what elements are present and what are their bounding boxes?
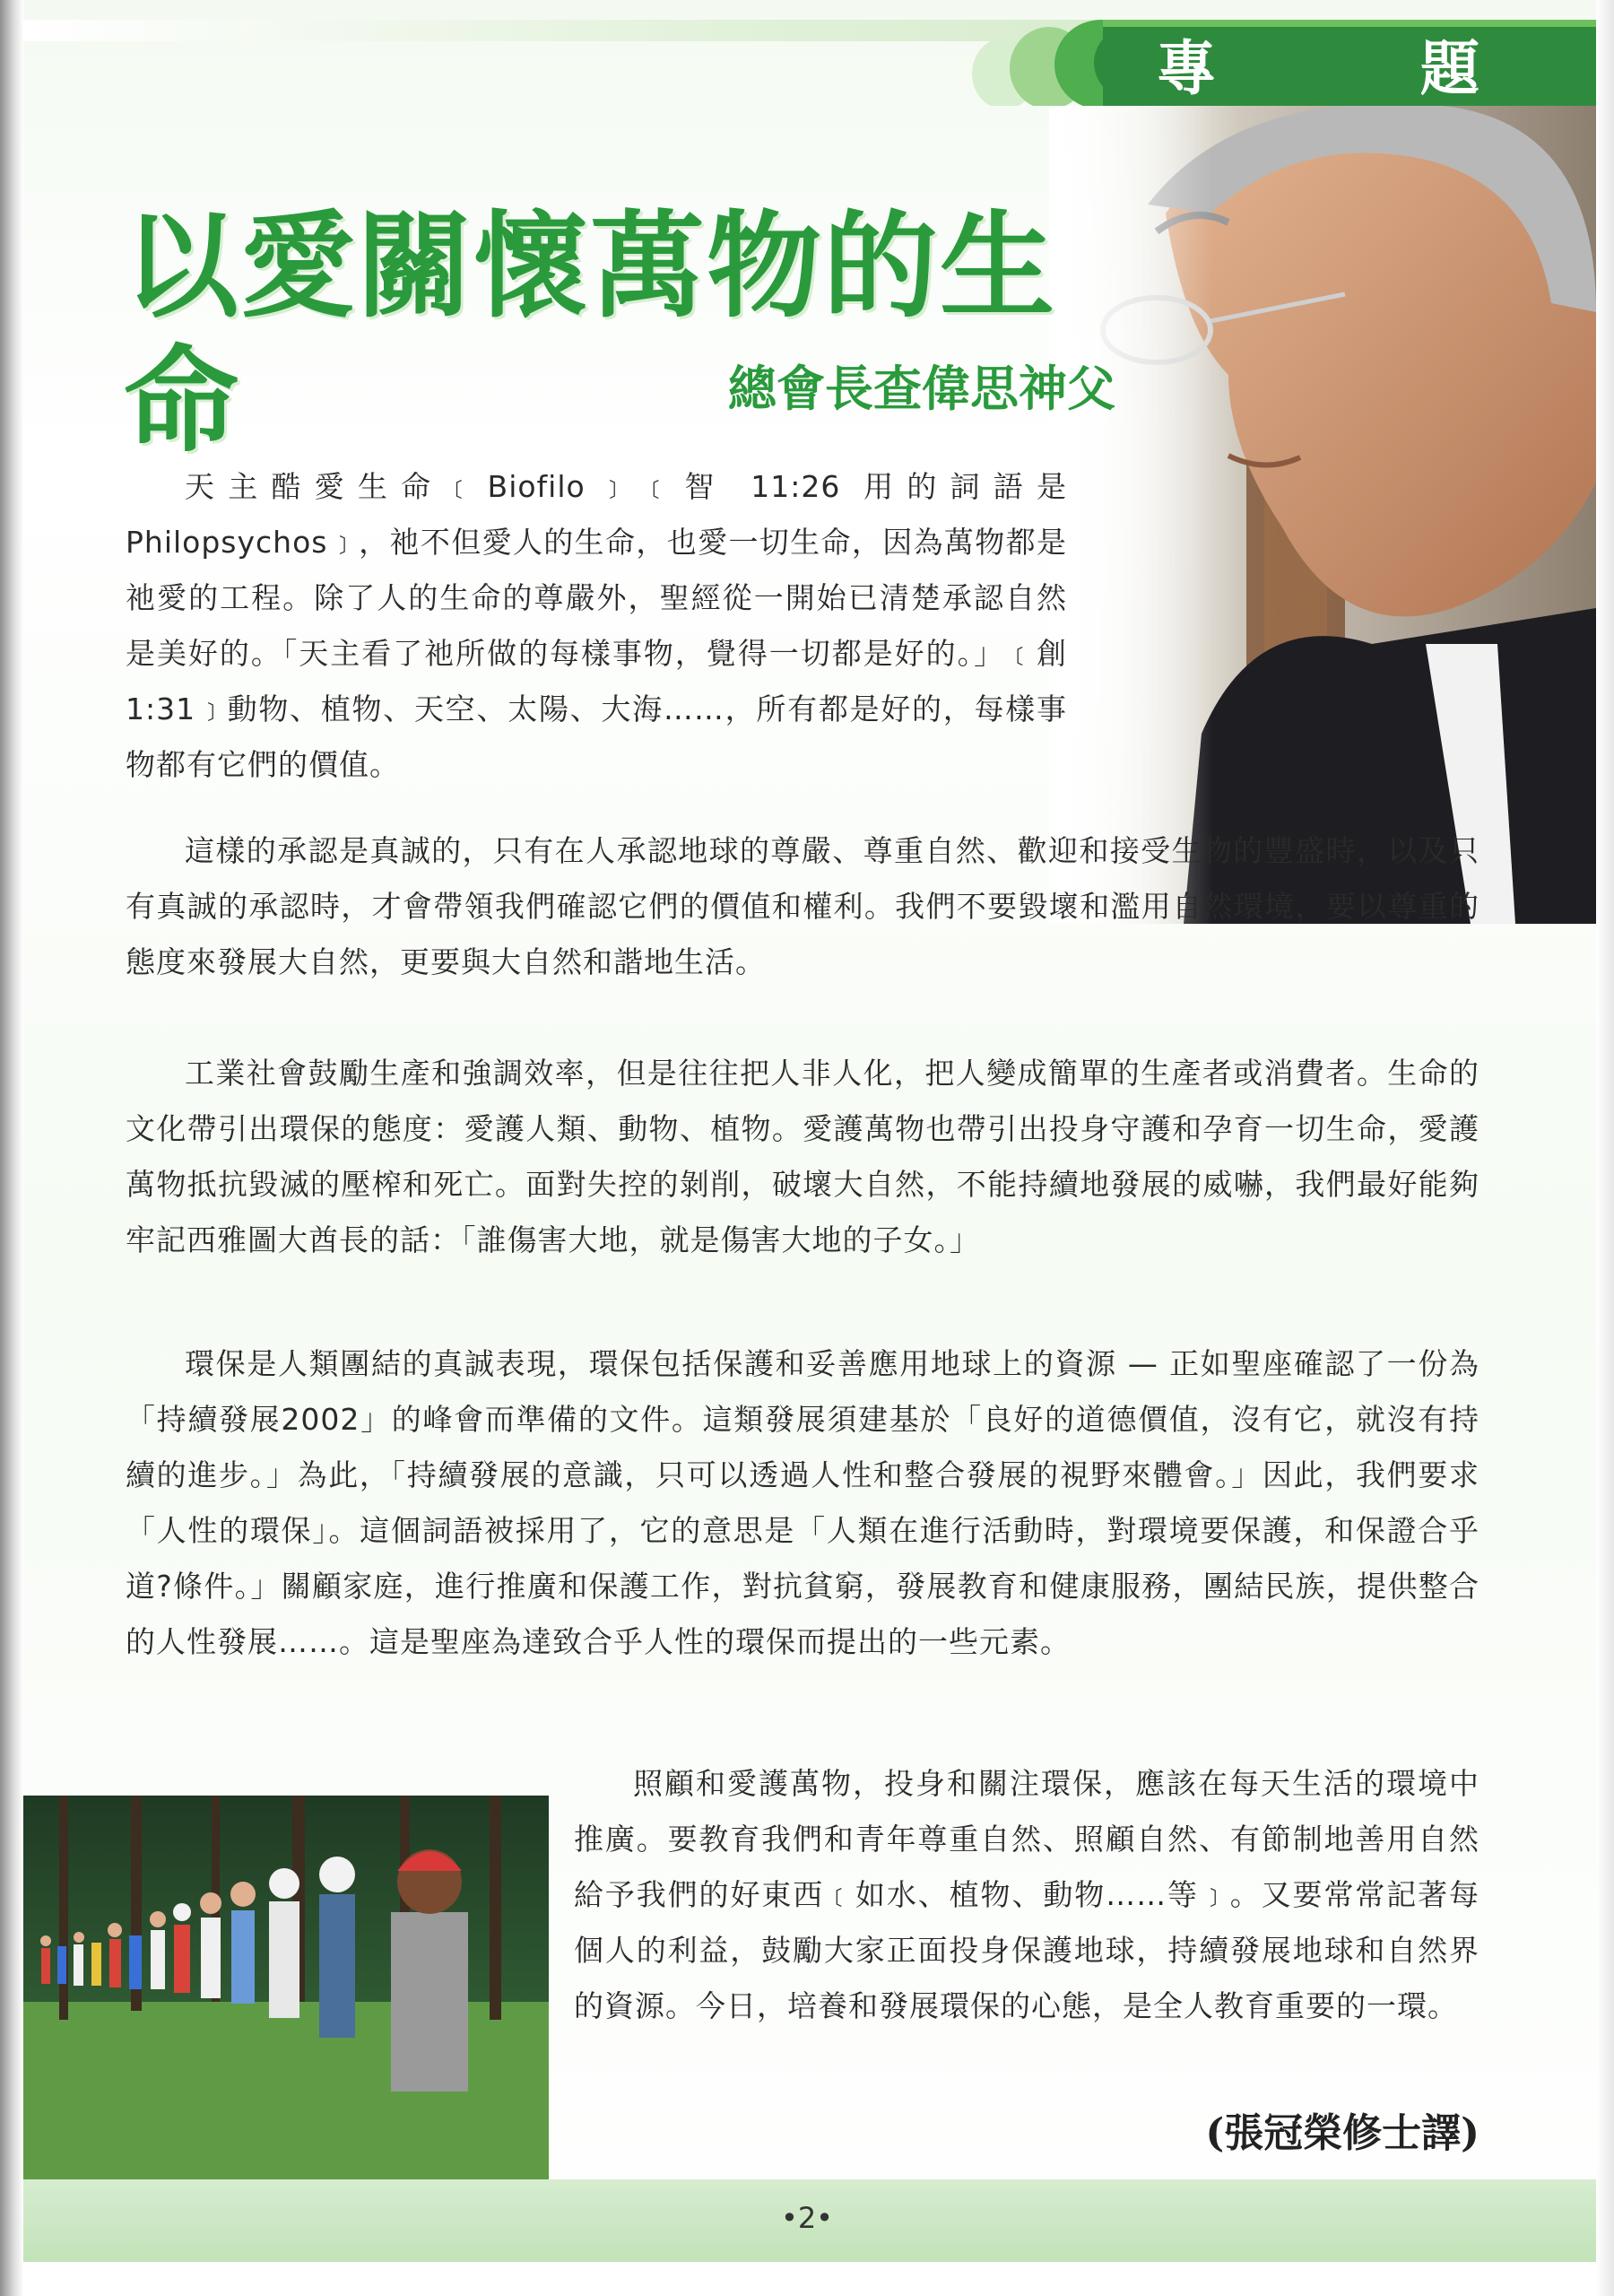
translator-credit: (張冠榮修士譯) [1205, 2110, 1480, 2156]
author-byline: 總會長查偉思神父 [728, 360, 1115, 417]
article-paragraph: 工業社會鼓勵生產和強調效率，但是往往把人非人化，把人變成簡單的生產者或消費者。生命的文化帶引出環保的態度：愛護人類、動物、植物。愛護萬物也帶引出投身守護和孕育一切生命，愛護萬物抵抗毀滅的壓榨和死亡。面對失控的剝削，破壞大自然，不能持續地發展的威嚇，我們最好能夠牢記西雅圖大酋長的話：「誰傷害大地，就是傷害大地的子女。」 [126, 1056, 1480, 1257]
section-label-char-1: 專 [1157, 32, 1216, 103]
article-title: 以愛關懷萬物的生命 [124, 199, 1057, 468]
article-paragraph: 天主酷愛生命﹝Biofilo﹞﹝智 11:26 用的詞語是 Philopsychos﹞，祂不但愛人的生命，也愛一切生命，因為萬物都是祂愛的工程。除了人的生命的尊嚴外，聖經從一開始已清楚承認自然是美好的。「天主看了祂所做的每樣事物，覺得一切都是好的。」﹝創 1:31﹞動物、植物、天空、太陽、大海……，所有都是好的，每樣事物都有它們的價值。 [126, 469, 1067, 782]
article-paragraph: 環保是人類團結的真誠表現，環保包括保護和妥善應用地球上的資源 — 正如聖座確認了一份為「持續發展2002」的峰會而準備的文件。這類發展須建基於「良好的道德價值，沒有它，就沒有持續的進步。」為此，「持續發展的意識，只可以透過人性和整合發展的視野來體會。」因此，我們要求「人性的環保」。這個詞語被採用了，它的意思是「人類在進行活動時，對環境要保護，和保證合乎道?條件。」關顧家庭，進行推廣和保護工作，對抗貧窮，發展教育和健康服務，團結民族，提供整合的人性發展……。這是聖座為達致合乎人性的環保而提出的一些元素。 [126, 1346, 1480, 1659]
section-label-char-2: 題 [1420, 32, 1480, 103]
bottom-margin [23, 2262, 1596, 2296]
section-label [1130, 20, 1506, 106]
article-paragraph: 這樣的承認是真誠的，只有在人承認地球的尊嚴、尊重自然、歡迎和接受生物的豐盛時，以及只有真誠的承認時，才會帶領我們確認它們的價值和權利。我們不要毀壞和濫用自然環境，要以尊重的態度來發展大自然，更要與大自然和諧地生活。 [126, 833, 1480, 979]
page-number: •2• [780, 2201, 834, 2235]
page-edge [1596, 0, 1614, 2296]
article-paragraph: 照顧和愛護萬物，投身和關注環保，應該在每天生活的環境中推廣。要教育我們和青年尊重自然、照顧自然、有節制地善用自然給予我們的好東西﹝如水、植物、動物……等﹞。又要常常記著每個人的利益，鼓勵大家正面投身保護地球，持續發展地球和自然界的資源。今日，培養和發展環保的心態，是全人教育重要的一環。 [574, 1766, 1480, 2023]
hiking-group-photo [23, 1796, 549, 2179]
binding-shadow [0, 0, 23, 2296]
